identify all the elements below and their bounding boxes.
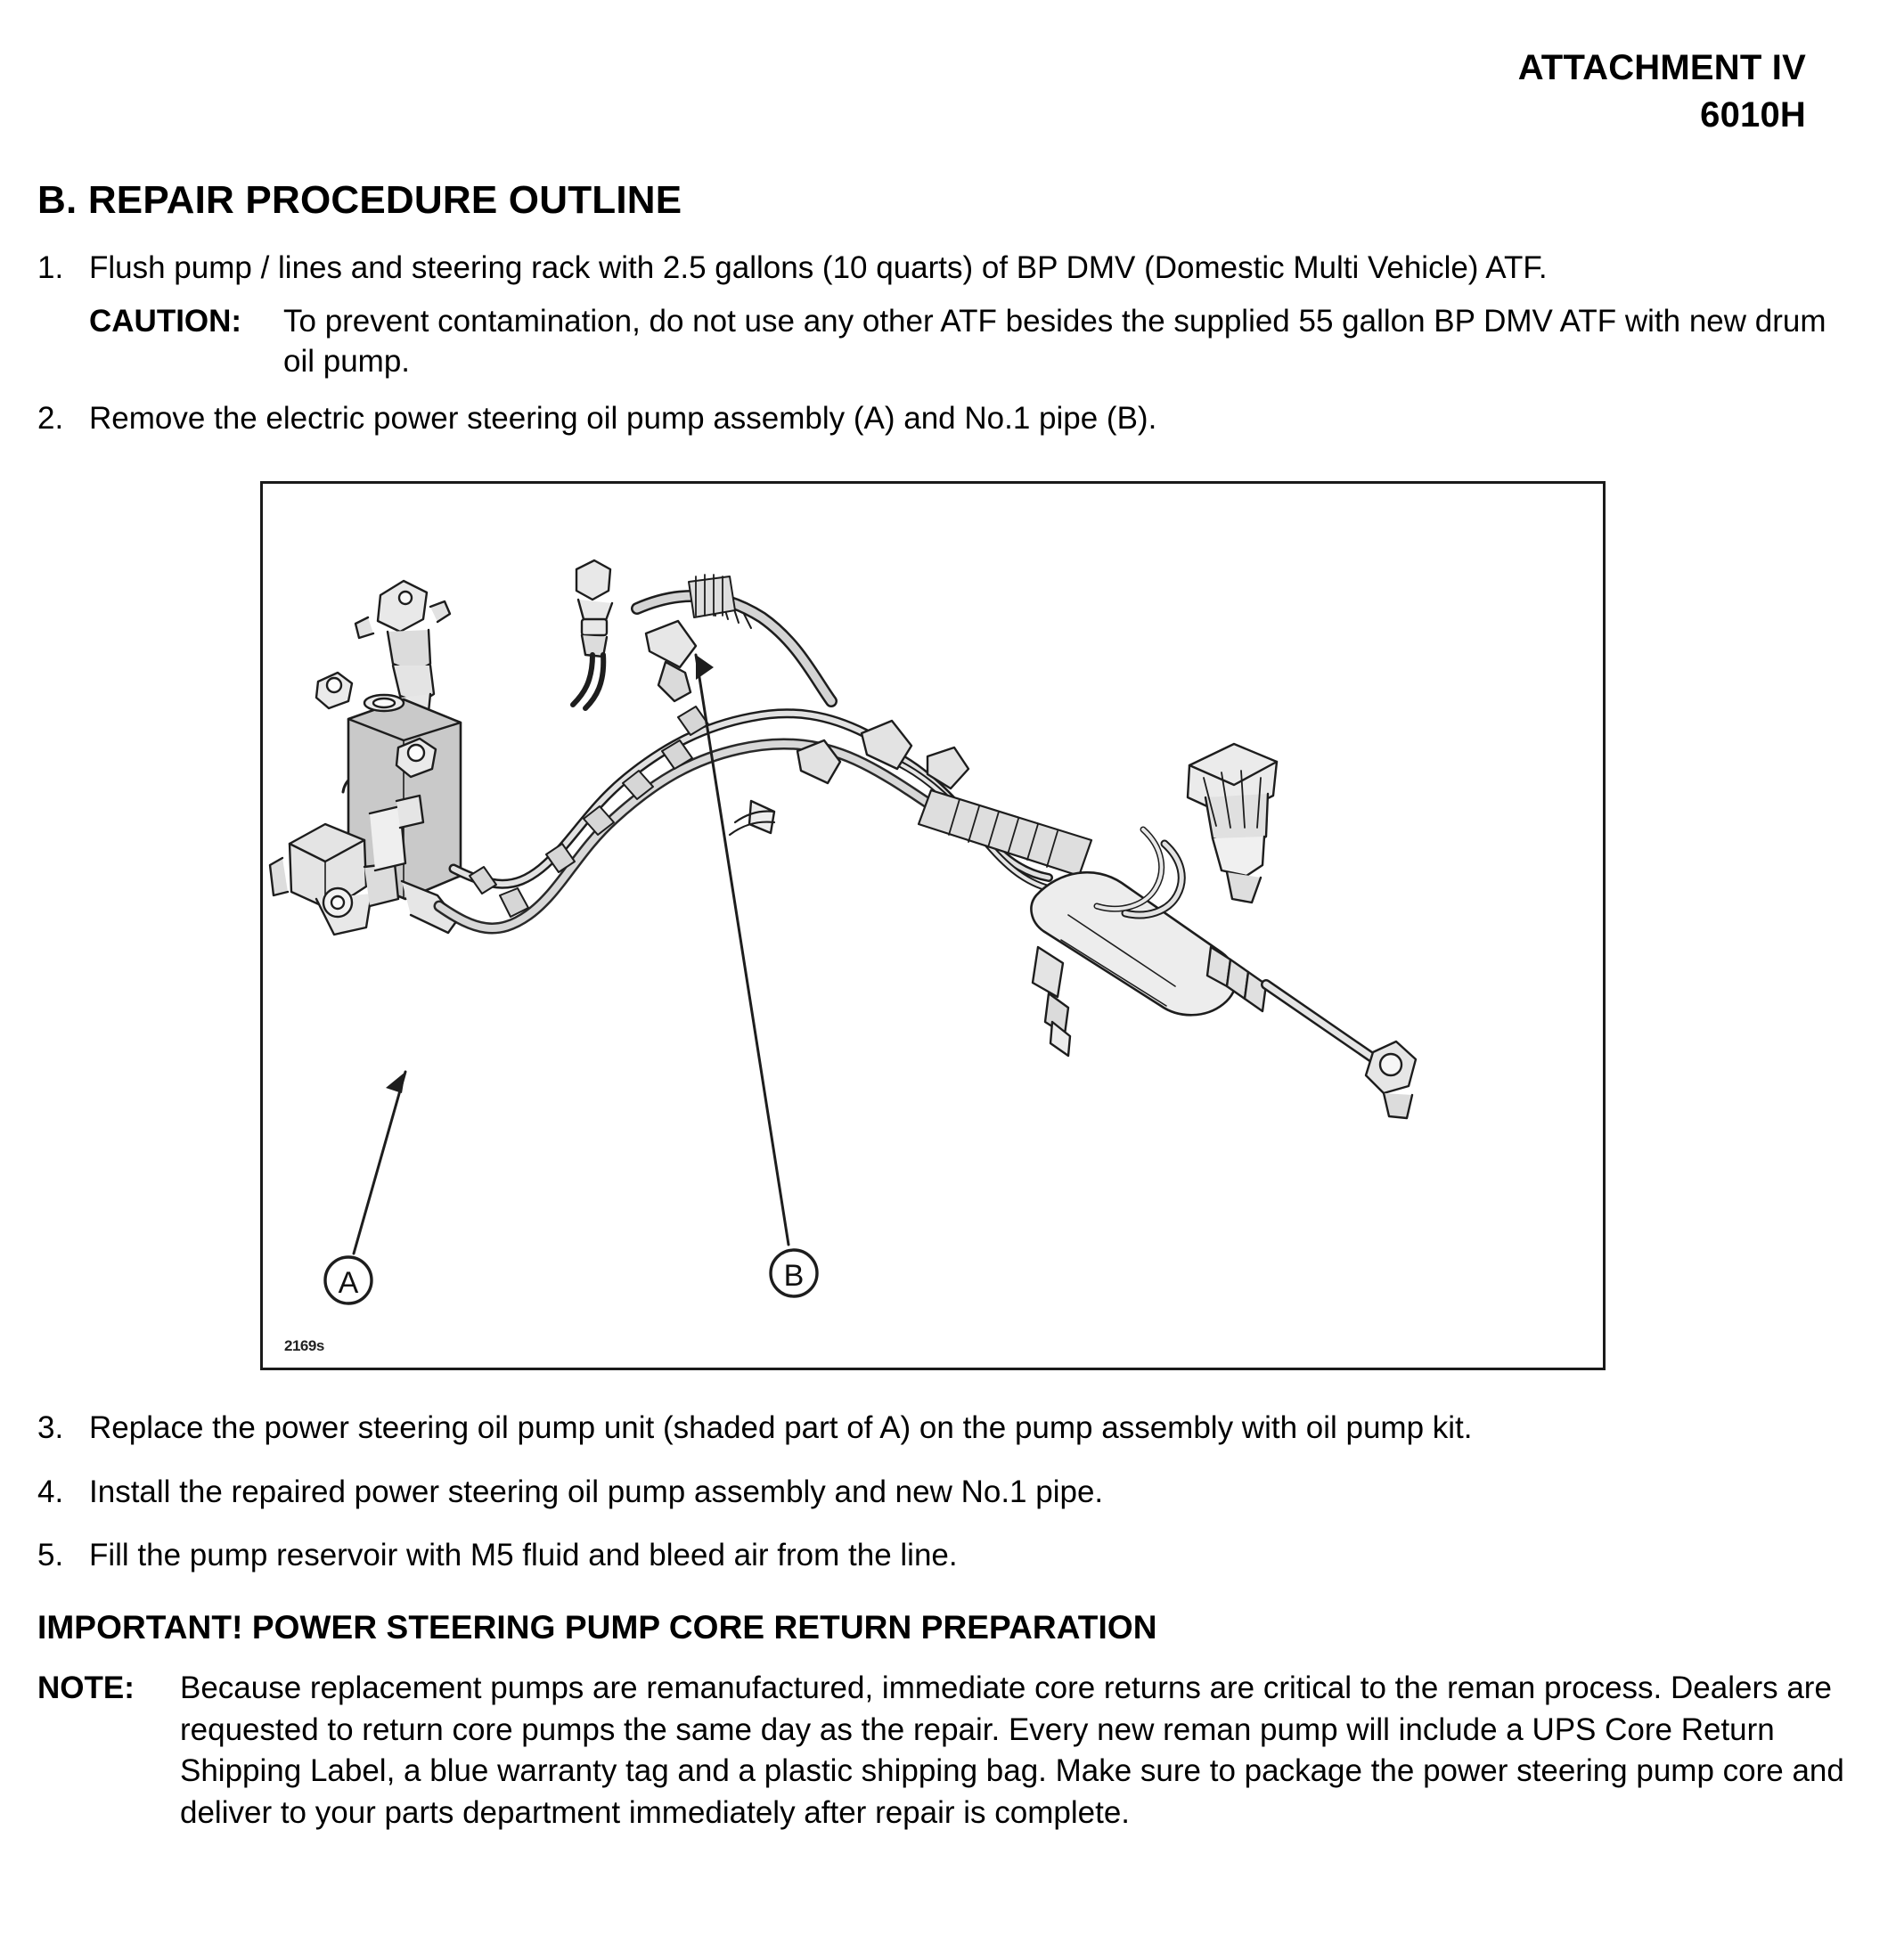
callout-a-label: A [338,1266,359,1300]
callout-b-label: B [783,1259,805,1293]
steps-before-figure [37,248,1826,451]
attachment-label: ATTACHMENT IV [1517,48,1806,87]
step-text: Remove the electric power steering oil pump assembly (A) and No.1 pipe (B). [89,400,1157,436]
step-number: 2. [37,400,64,436]
list-item [37,1408,1855,1449]
document-code: 6010H [1700,94,1806,135]
step-text: Flush pump / lines and steering rack with 2.5 gallons (10 quarts) of BP DMV (Domestic Multi Vehicle) ATF. [89,250,1548,285]
step-number: 3. [37,1410,64,1445]
list-item [37,1535,1855,1576]
figure-id: 2169s [284,1337,324,1354]
step-number: 1. [37,250,64,285]
list-item [37,248,1819,289]
important-heading: IMPORTANT! POWER STEERING PUMP CORE RETURN PREPARATION [37,1609,1157,1646]
step-text: Fill the pump reservoir with M5 fluid and bleed air from the line. [89,1538,958,1572]
note-block [37,1668,1873,1834]
power-steering-assembly-illustration [263,484,1603,1368]
caution-block [89,301,1835,382]
caution-text: To prevent contamination, do not use any other ATF besides the supplied 55 gallon BP DMV ATF with new drum oil pump. [283,303,1826,379]
list-item [37,1472,1855,1513]
document-header [1518,46,1806,137]
figure-power-steering-diagram [260,481,1606,1370]
list-item [37,398,1819,439]
caution-label: CAUTION: [89,303,242,339]
note-label: NOTE: [37,1671,135,1705]
steps-after-figure [37,1408,1855,1599]
section-heading: B. REPAIR PROCEDURE OUTLINE [37,178,682,222]
note-text: Because replacement pumps are remanufactured, immediate core returns are critical to the reman process. Dealers are requested to return core pumps the same day as the repair. Every new reman pump will include a UPS Core Return Shipping Label, a blue warranty tag and a plastic shipping bag. Make sure to package the power steering pump core and deliver to your parts department immediately after repair is complete. [180,1671,1844,1830]
step-text: Replace the power steering oil pump unit (shaded part of A) on the pump assembly with oil pump kit. [89,1410,1473,1445]
step-number: 5. [37,1538,64,1572]
step-text: Install the repaired power steering oil pump assembly and new No.1 pipe. [89,1474,1104,1509]
step-number: 4. [37,1474,64,1509]
